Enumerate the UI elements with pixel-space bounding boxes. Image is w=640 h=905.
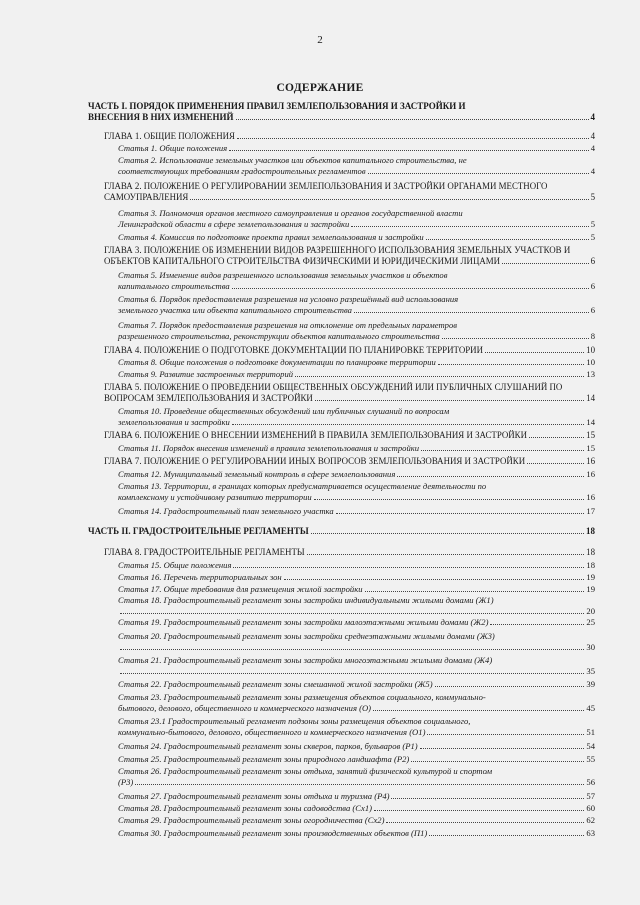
toc-page-number: 30 xyxy=(586,642,595,652)
toc-entry-text: Статья 16. Перечень территориальных зон xyxy=(118,572,282,582)
dot-leader xyxy=(307,554,584,555)
dot-leader xyxy=(373,710,584,711)
toc-page-number: 35 xyxy=(586,666,595,676)
toc-entry-art xyxy=(118,155,595,177)
toc-page-number: 16 xyxy=(586,456,595,466)
toc-page-number: 18 xyxy=(586,526,595,536)
toc-entry-text: Статья 3. Полномочия органов местного самоуправления и органов государственной власти xyxy=(118,208,463,218)
toc-page-number: 51 xyxy=(586,727,595,737)
toc-entry-text: Статья 23.1 Градостроительный регламент подзоны зоны размещения объектов социального, xyxy=(118,716,471,726)
toc-entry-text: Статья 21. Градостроительный регламент зоны застройки многоэтажными жилыми домами (Ж4) xyxy=(118,655,493,665)
toc-entry-text: Статья 23. Градостроительный регламент зоны размещения объектов социального, коммунально- xyxy=(118,692,486,702)
toc-entry-text: Статья 7. Порядок предоставления разрешения на отклонение от предельных параметров xyxy=(118,320,457,330)
toc-page-number: 5 xyxy=(590,192,595,202)
toc-entry-art xyxy=(118,143,595,154)
toc-page-number: 56 xyxy=(586,777,595,787)
toc-entry-text: ЧАСТЬ II. ГРАДОСТРОИТЕЛЬНЫЕ РЕГЛАМЕНТЫ xyxy=(88,526,309,536)
toc-entry-art xyxy=(118,369,595,380)
dot-leader xyxy=(529,437,584,438)
toc-entry-art xyxy=(118,791,595,802)
toc-entry-text: Статья 6. Порядок предоставления разрешения на условно разрешённый вид использования xyxy=(118,294,459,304)
dot-leader xyxy=(438,364,585,365)
dot-leader xyxy=(527,463,584,464)
toc-entry-text: комплексному и устойчивому развитию территории xyxy=(118,492,312,502)
toc-page-number: 45 xyxy=(586,703,595,713)
dot-leader xyxy=(374,810,584,811)
toc-entry-text: Статья 5. Изменение видов разрешенного использования земельных участков и объектов xyxy=(118,270,448,280)
toc-entry-art xyxy=(118,595,595,617)
dot-leader xyxy=(429,835,584,836)
toc-entry-text: Статья 18. Градостроительный регламент зоны застройки индивидуальными жилыми домами (Ж1) xyxy=(118,595,494,605)
toc-page-number: 55 xyxy=(586,754,595,764)
toc-entry-text: ГЛАВА 7. ПОЛОЖЕНИЕ О РЕГУЛИРОВАНИИ ИНЫХ ВОПРОСОВ ЗЕМЛЕПОЛЬЗОВАНИЯ И ЗАСТРОЙКИ xyxy=(104,456,526,466)
toc-entry-art xyxy=(118,815,595,826)
toc-entry-art xyxy=(118,741,595,752)
toc-entry-text: землепользования и застройки xyxy=(118,417,230,427)
dot-leader xyxy=(284,579,585,580)
toc-page-number: 39 xyxy=(586,679,595,689)
toc-entry-text: ГЛАВА 6. ПОЛОЖЕНИЕ О ВНЕСЕНИИ ИЗМЕНЕНИЙ В ПРАВИЛА ЗЕМЛЕПОЛЬЗОВАНИЯ И ЗАСТРОЙКИ xyxy=(104,430,528,440)
toc-entry-text: бытового, делового, общественного и коммерческого назначения (О) xyxy=(118,703,372,713)
dot-leader xyxy=(435,686,585,687)
toc-entry-text: Статья 25. Градостроительный регламент зоны природного ландшафта (Р2) xyxy=(118,754,410,764)
dot-leader xyxy=(120,613,584,614)
dot-leader xyxy=(311,533,584,534)
toc-entry-text: Статья 9. Развитие застроенных территорий xyxy=(118,369,294,379)
toc-entry-text: ЧАСТЬ I. ПОРЯДОК ПРИМЕНЕНИЯ ПРАВИЛ ЗЕМЛЕПОЛЬЗОВАНИЯ И ЗАСТРОЙКИ И xyxy=(88,101,466,111)
toc-entry-art xyxy=(118,803,595,814)
toc-entry-text: ВНЕСЕНИЯ В НИХ ИЗМЕНЕНИЙ xyxy=(88,112,234,122)
toc-entry-art xyxy=(118,754,595,765)
toc-entry-art xyxy=(118,679,595,690)
dot-leader xyxy=(426,239,589,240)
toc-entry-text: Статья 24. Градостроительный регламент зоны скверов, парков, бульваров (Р1) xyxy=(118,741,418,751)
toc-entry-art xyxy=(118,469,595,480)
toc-entry-chap xyxy=(104,456,595,467)
toc-entry-art xyxy=(118,692,595,714)
toc-entry-text: Статья 1. Общие положения xyxy=(118,143,228,153)
toc-entry-text: ВОПРОСАМ ЗЕМЛЕПОЛЬЗОВАНИЯ И ЗАСТРОЙКИ xyxy=(104,393,313,403)
toc-entry-chap xyxy=(104,547,595,558)
dot-leader xyxy=(236,119,589,120)
toc-page-number: 15 xyxy=(586,430,595,440)
toc-page-number: 62 xyxy=(586,815,595,825)
toc-entry-text: ГЛАВА 8. ГРАДОСТРОИТЕЛЬНЫЕ РЕГЛАМЕНТЫ xyxy=(104,547,305,557)
toc-page-number: 18 xyxy=(586,547,595,557)
toc-page-number: 20 xyxy=(586,606,595,616)
dot-leader xyxy=(295,376,584,377)
toc-entry-text: ГЛАВА 4. ПОЛОЖЕНИЕ О ПОДГОТОВКЕ ДОКУМЕНТАЦИИ ПО ПЛАНИРОВКЕ ТЕРРИТОРИИ xyxy=(104,345,483,355)
toc-entry-art xyxy=(118,481,595,503)
toc-entry-art xyxy=(118,572,595,583)
dot-leader xyxy=(442,338,589,339)
dot-leader xyxy=(120,649,584,650)
toc-entry-text: Статья 28. Градостроительный регламент зоны садоводства (Сх1) xyxy=(118,803,372,813)
toc-entry-part xyxy=(88,526,595,537)
toc-page-number: 5 xyxy=(590,232,595,242)
dot-leader xyxy=(421,450,584,451)
toc-entry-text: Статья 13. Территории, в границах которых предусматривается осуществление деятельности по xyxy=(118,481,487,491)
toc-entry-text: Статья 27. Градостроительный регламент зоны отдыха и туризма (Р4) xyxy=(118,791,390,801)
toc-page-number: 25 xyxy=(586,617,595,627)
dot-leader xyxy=(315,400,584,401)
toc-page-number: 19 xyxy=(586,584,595,594)
toc-entry-text: Статья 19. Градостроительный регламент зоны застройки малоэтажными жилыми домами (Ж2) xyxy=(118,617,489,627)
toc-entry-chap xyxy=(104,245,595,267)
toc-page-number: 60 xyxy=(586,803,595,813)
dot-leader xyxy=(397,476,584,477)
toc-page-number: 54 xyxy=(586,741,595,751)
toc-entry-text: капитального строительства xyxy=(118,281,230,291)
toc-page-number: 4 xyxy=(590,112,595,122)
toc-entry-art xyxy=(118,631,595,653)
toc-entry-art xyxy=(118,506,595,517)
toc-page-number: 18 xyxy=(586,560,595,570)
toc-entry-text: Статья 15. Общие положения xyxy=(118,560,232,570)
toc-entry-text: Статья 2. Использование земельных участков или объектов капитального строительства, не xyxy=(118,155,467,165)
toc-entry-text: ГЛАВА 1. ОБЩИЕ ПОЛОЖЕНИЯ xyxy=(104,131,235,141)
toc-entry-text: Статья 12. Муниципальный земельный контроль в сфере землепользования xyxy=(118,469,396,479)
page-number: 2 xyxy=(317,34,323,46)
dot-leader xyxy=(336,513,585,514)
toc-entry-text: Статья 20. Градостроительный регламент зоны застройки среднеэтажными жилыми домами (Ж3) xyxy=(118,631,495,641)
toc-page-number: 13 xyxy=(586,369,595,379)
toc-entry-art xyxy=(118,357,595,368)
toc-title: СОДЕРЖАНИЕ xyxy=(276,82,364,94)
toc-entry-text: Статья 10. Проведение общественных обсуждений или публичных слушаний по вопросам xyxy=(118,406,450,416)
dot-leader xyxy=(485,352,584,353)
dot-leader xyxy=(354,312,589,313)
toc-page-number: 10 xyxy=(586,345,595,355)
toc-entry-text: ГЛАВА 3. ПОЛОЖЕНИЕ ОБ ИЗМЕНЕНИИ ВИДОВ РАЗРЕШЕННОГО ИСПОЛЬЗОВАНИЯ ЗЕМЕЛЬНЫХ УЧАСТКОВ И xyxy=(104,245,571,255)
toc-entry-chap xyxy=(104,181,595,203)
toc-page-number: 17 xyxy=(586,506,595,516)
toc-entry-art xyxy=(118,294,595,316)
toc-entry-art xyxy=(118,320,595,342)
toc-entry-text: земельного участка или объекта капитального строительства xyxy=(118,305,352,315)
toc-entry-text: Статья 30. Градостроительный регламент зоны производственных объектов (П1) xyxy=(118,828,428,838)
dot-leader xyxy=(314,499,585,500)
toc-entry-art xyxy=(118,232,595,243)
toc-entry-text: коммунально-бытового, делового, общественного и коммерческого назначения (О1) xyxy=(118,727,426,737)
toc-page-number: 8 xyxy=(590,331,595,341)
toc-entry-text: Статья 4. Комиссия по подготовке проекта правил землепользования и застройки xyxy=(118,232,424,242)
dot-leader xyxy=(411,761,584,762)
dot-leader xyxy=(237,138,589,139)
toc-page-number: 10 xyxy=(586,357,595,367)
toc-page-number: 14 xyxy=(586,417,595,427)
toc-entry-text: Статья 8. Общие положения о подготовке документации по планировке территории xyxy=(118,357,436,367)
dot-leader xyxy=(229,150,589,151)
toc-page-number: 4 xyxy=(590,131,595,141)
dot-leader xyxy=(420,748,585,749)
dot-leader xyxy=(365,591,585,592)
dot-leader xyxy=(427,734,584,735)
dot-leader xyxy=(135,784,584,785)
toc-page-number: 6 xyxy=(590,256,595,266)
dot-leader xyxy=(232,424,585,425)
dot-leader xyxy=(232,288,589,289)
toc-entry-text: ГЛАВА 5. ПОЛОЖЕНИЕ О ПРОВЕДЕНИИ ОБЩЕСТВЕННЫХ ОБСУЖДЕНИЙ ИЛИ ПУБЛИЧНЫХ СЛУШАНИЙ ПО xyxy=(104,382,563,392)
toc-entry-art xyxy=(118,270,595,292)
toc-entry-art xyxy=(118,716,595,738)
toc-page-number: 15 xyxy=(586,443,595,453)
toc-entry-text: Статья 17. Общие требования для размещения жилой застройки xyxy=(118,584,363,594)
toc-entry-text: Статья 22. Градостроительный регламент зоны смешанной жилой застройки (Ж5) xyxy=(118,679,433,689)
toc-page-number: 19 xyxy=(586,572,595,582)
toc-page-number: 4 xyxy=(590,166,595,176)
toc-entry-art xyxy=(118,828,595,839)
toc-entry-art xyxy=(118,443,595,454)
toc-page-number: 6 xyxy=(590,305,595,315)
toc-page-number: 16 xyxy=(586,492,595,502)
toc-entry-art xyxy=(118,655,595,677)
toc-entry-text: Статья 29. Градостроительный регламент зоны огородничества (Сх2) xyxy=(118,815,385,825)
toc-entry-text: Статья 26. Градостроительный регламент зоны отдыха, занятий физической культурой и спортом xyxy=(118,766,493,776)
toc-entry-text: соответствующих требованиям градостроительных регламентов xyxy=(118,166,366,176)
dot-leader xyxy=(490,624,584,625)
toc-entry-chap xyxy=(104,382,595,404)
toc-entry-text: ГЛАВА 2. ПОЛОЖЕНИЕ О РЕГУЛИРОВАНИИ ЗЕМЛЕПОЛЬЗОВАНИЯ И ЗАСТРОЙКИ ОРГАНАМИ МЕСТНОГО xyxy=(104,181,548,191)
toc-page-number: 6 xyxy=(590,281,595,291)
toc-page-number: 16 xyxy=(586,469,595,479)
toc-entry-chap xyxy=(104,131,595,142)
toc-entry-text: ОБЪЕКТОВ КАПИТАЛЬНОГО СТРОИТЕЛЬСТВА ФИЗИЧЕСКИМИ И ЮРИДИЧЕСКИМИ ЛИЦАМИ xyxy=(104,256,501,266)
dot-leader xyxy=(391,798,584,799)
toc-entry-art xyxy=(118,208,595,230)
toc-entry-art xyxy=(118,406,595,428)
dot-leader xyxy=(233,567,584,568)
toc-entry-art xyxy=(118,617,595,628)
toc-entry-text: Ленинградской области в сфере землепользования и застройки xyxy=(118,219,350,229)
toc-entry-part xyxy=(88,101,595,123)
toc-entry-text: (Р3) xyxy=(118,777,134,787)
dot-leader xyxy=(351,226,588,227)
toc-entry-text: САМОУПРАВЛЕНИЯ xyxy=(104,192,189,202)
toc-entry-chap xyxy=(104,345,595,356)
toc-page-number: 14 xyxy=(586,393,595,403)
dot-leader xyxy=(190,199,588,200)
toc-page-number: 4 xyxy=(590,143,595,153)
dot-leader xyxy=(502,263,588,264)
toc-page-number: 57 xyxy=(586,791,595,801)
toc-entry-art xyxy=(118,584,595,595)
toc-entry-text: Статья 14. Градостроительный план земельного участка xyxy=(118,506,334,516)
toc-entry-art xyxy=(118,560,595,571)
toc-entry-art xyxy=(118,766,595,788)
dot-leader xyxy=(368,173,589,174)
toc-entry-chap xyxy=(104,430,595,441)
toc-entry-text: разрешенного строительства, реконструкции объектов капитального строительства xyxy=(118,331,440,341)
dot-leader xyxy=(386,822,584,823)
dot-leader xyxy=(120,673,584,674)
toc-entry-text: Статья 11. Порядок внесения изменений в правила землепользования и застройки xyxy=(118,443,420,453)
toc-page-number: 5 xyxy=(590,219,595,229)
toc-page-number: 63 xyxy=(586,828,595,838)
